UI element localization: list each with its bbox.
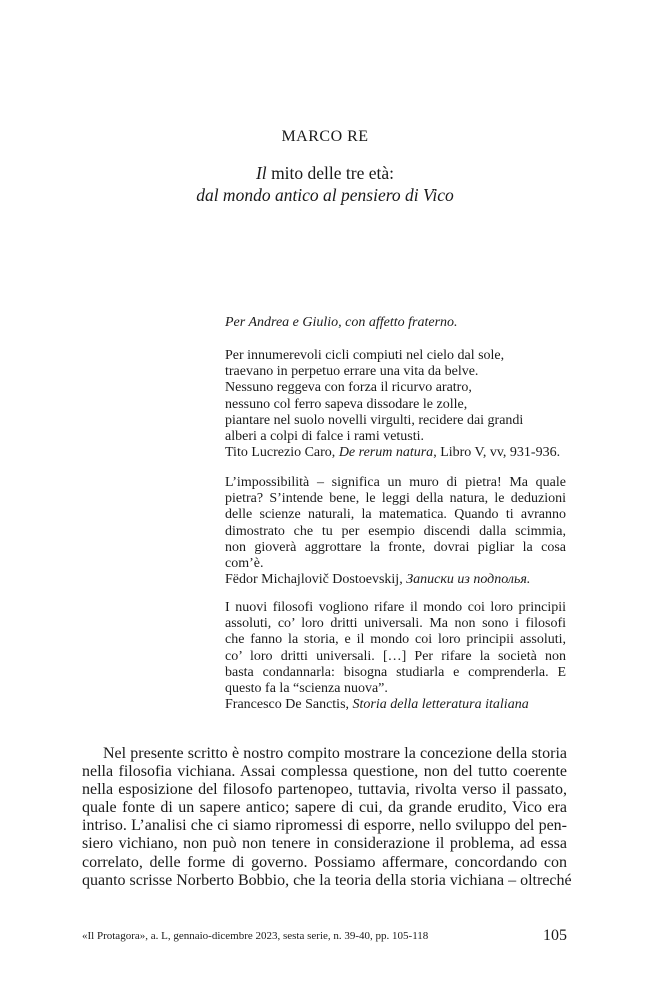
body-line: siero vichiano, non può non tenere in considerazione il problema, ad essa bbox=[82, 835, 567, 853]
epigraph-source bbox=[225, 572, 566, 588]
dedication: Per Andrea e Giulio, con affetto fraterno. bbox=[225, 315, 458, 330]
epigraph-line: Per innumerevoli cicli compiuti nel cielo dal sole, bbox=[225, 348, 505, 363]
epigraph-dostoevsky bbox=[225, 475, 566, 588]
epigraph-line: traevano in perpetuo errare una vita da belve. bbox=[225, 364, 479, 380]
source-author: Fëdor Michajlovič Dostoevskij, bbox=[225, 572, 407, 588]
body-line: intriso. L’analisi che ci siamo ripromessi di esporre, nello sviluppo del pen- bbox=[82, 817, 567, 835]
source-author: Tito Lucrezio Caro, bbox=[225, 445, 339, 461]
epigraph-line: che fanno la storia, e il mondo coi loro principii assoluti, bbox=[225, 632, 566, 648]
epigraph-line: L’impossibilità – significa un muro di pietra! Ma quale bbox=[225, 475, 566, 490]
article-title bbox=[0, 162, 650, 206]
epigraph-line: delle scienze naturali, la matematica. Quando ti avranno bbox=[225, 507, 566, 523]
epigraph-line: nessuno col ferro sapeva dissodare le zolle, bbox=[225, 396, 468, 412]
epigraph-source bbox=[225, 697, 566, 713]
epigraph-line: com’è. bbox=[225, 556, 264, 572]
source-author: Francesco De Sanctis, bbox=[225, 697, 353, 713]
body-line: nella filosofia vichiana. Assai complessa questione, non del tutto coerente bbox=[82, 763, 567, 781]
page-footer bbox=[82, 927, 567, 947]
epigraph-line: non gioverà aggrottare la fronte, dovrai pigliar la cosa bbox=[225, 539, 566, 555]
journal-citation: «Il Protagora», a. L, gennaio-dicembre 2023, sesta serie, n. 39-40, pp. 105-118 bbox=[82, 930, 429, 942]
epigraph-line: I nuovi filosofi vogliono rifare il mondo coi loro principii bbox=[225, 600, 566, 615]
source-reference: , Libro V, vv, 931-936. bbox=[433, 445, 561, 461]
title-line-2: dal mondo antico al pensiero di Vico bbox=[196, 185, 454, 205]
epigraph-line: co’ loro dritti universali. […] Per rifare la società non bbox=[225, 648, 566, 664]
source-work: Записки из подполья. bbox=[406, 572, 531, 588]
title-line-1-rest: mito delle tre età: bbox=[266, 163, 394, 183]
epigraph-line: questo fa la “scienza nuova”. bbox=[225, 681, 388, 697]
epigraph-line: assoluti, co’ loro dritti universali. Ma non sono i filosofi bbox=[225, 616, 566, 632]
body-line: nella esposizione del filosofo partenopeo, tuttavia, rivolta verso il passato, bbox=[82, 781, 567, 799]
title-italic-word: Il bbox=[255, 163, 267, 183]
epigraph-de-sanctis bbox=[225, 600, 566, 713]
author-name: MARCO RE bbox=[281, 128, 369, 145]
page-number: 105 bbox=[543, 927, 567, 944]
body-paragraph bbox=[82, 745, 572, 890]
epigraph-line: piantare nel suolo novelli virgulti, recidere dai grandi bbox=[225, 412, 524, 428]
epigraph-line: pietra? S’intende bene, le leggi della natura, le deduzioni bbox=[225, 491, 566, 507]
epigraph-lucretius bbox=[225, 348, 566, 461]
source-work: Storia della letteratura italiana bbox=[352, 697, 529, 713]
epigraph-line: Nessuno reggeva con forza il ricurvo aratro, bbox=[225, 380, 472, 396]
epigraph-line: alberi a colpi di falce i rami vetusti. bbox=[225, 429, 425, 445]
body-line: Nel presente scritto è nostro compito mostrare la concezione della storia bbox=[103, 745, 567, 762]
epigraph-source bbox=[225, 445, 566, 461]
source-work: De rerum natura bbox=[338, 445, 434, 461]
epigraph-line: dimostrato che tu per esempio discendi dalla scimmia, bbox=[225, 523, 566, 539]
title-line-1 bbox=[0, 162, 650, 184]
body-line: quale fonte di un sapere antico; sapere di cui, da grande erudito, Vico era bbox=[82, 799, 567, 817]
body-line: correlato, delle forme di governo. Possiamo affermare, concordando con bbox=[82, 853, 567, 871]
body-line: quanto scrisse Norberto Bobbio, che la teoria della storia vichiana – oltreché bbox=[82, 871, 572, 889]
epigraph-line: basta condannarla: bisogna studiarla e comprenderla. E bbox=[225, 664, 566, 680]
